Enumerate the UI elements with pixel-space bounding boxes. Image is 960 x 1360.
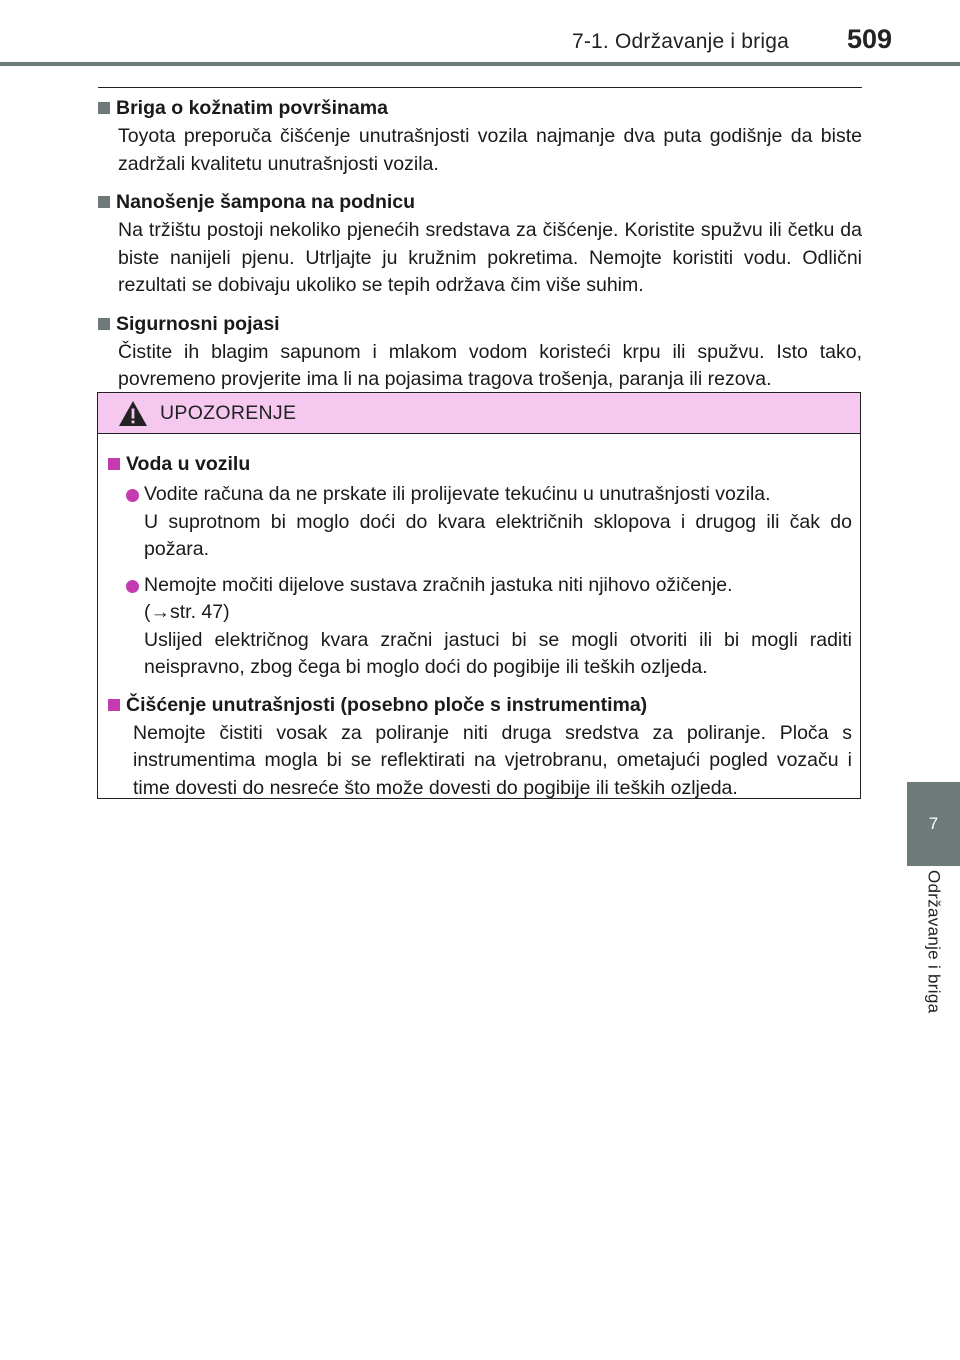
warning-subheading — [108, 690, 852, 720]
section-body: Toyota preporuča čišćenje unutrašnjosti vozila najmanje dva puta godišnje da biste zadržali kvalitetu unutrašnjosti vozila. — [118, 125, 862, 175]
section-heading-text: Sigurnosni pojasi — [116, 312, 280, 335]
page-reference-link[interactable]: (→str. 47) — [144, 601, 230, 623]
chapter-number: 7 — [928, 814, 939, 833]
warning-header — [98, 393, 860, 434]
square-bullet-icon — [98, 318, 110, 330]
square-bullet-icon — [108, 458, 120, 470]
section-heading — [98, 93, 862, 123]
section-heading — [98, 187, 862, 217]
bullet-line: U suprotnom bi moglo doći do kvara električnih sklopova i drugog ili čak do požara. — [144, 510, 852, 560]
bullet-line: Vodite računa da ne prskate ili prolijevate tekućinu u unutrašnjosti vozila. — [144, 483, 771, 505]
warning-bullet — [126, 481, 852, 564]
warning-body — [98, 434, 860, 802]
section-seatbelts — [98, 309, 862, 394]
circle-bullet-icon — [126, 489, 139, 502]
section-leather — [98, 93, 862, 178]
section-shampoo — [98, 187, 862, 300]
chapter-side-label — [907, 870, 960, 1060]
square-bullet-icon — [98, 196, 110, 208]
square-bullet-icon — [98, 102, 110, 114]
section-heading-text: Briga o kožnatim površinama — [116, 97, 388, 119]
warning-bullet — [126, 572, 852, 682]
warning-subheading-text: Čišćenje unutrašnjosti (posebno ploče s instrumentima) — [126, 693, 648, 716]
content-top-rule — [98, 87, 862, 88]
warning-bullet-text — [144, 481, 852, 564]
warning-title: UPOZORENJE — [160, 401, 297, 424]
section-heading — [98, 309, 862, 339]
chapter-tab[interactable] — [907, 782, 960, 866]
square-bullet-icon — [108, 699, 120, 711]
bullet-line: Uslijed električnog kvara zračni jastuci bi se mogli otvoriti ili bi mogli raditi neispravno, zbog čega bi moglo doći do pogibije ili teških ozljeda. — [144, 628, 852, 678]
circle-bullet-icon — [126, 580, 139, 593]
warning-paragraph: Nemojte čistiti vosak za poliranje niti druga sredstva za poliranje. Ploča s instrumentima mogla bi se reflektirati na vjetrobranu, ometajući pogled vozaču i time dovesti do nesreće što može dovesti do pogibije ili teških ozljeda. — [133, 721, 852, 799]
chapter-label: Održavanje i briga — [924, 870, 944, 1014]
warning-subheading — [108, 449, 852, 479]
page-number: 509 — [846, 24, 892, 54]
warning-triangle-icon — [118, 400, 148, 427]
section-body: Na tržištu postoji nekoliko pjenećih sredstava za čišćenje. Koristite spužvu ili četku da biste nanijeli pjenu. Utrljajte ju kružnim pokretima. Nemojte koristiti vodu. Odlični rezultati se dobivaju ukoliko se tepih održava čim više suhim. — [118, 219, 862, 296]
main-content — [98, 93, 862, 403]
warning-subheading-text: Voda u vozilu — [126, 453, 251, 475]
header-rule — [0, 62, 960, 66]
warning-box — [97, 392, 861, 799]
header-title: 7-1. Održavanje i briga — [571, 30, 789, 53]
section-body: Čistite ih blagim sapunom i mlakom vodom koristeći krpu ili spužvu. Isto tako, povremeno provjerite ima li na pojasima tragova trošenja, paranja ili rezova. — [118, 340, 862, 390]
section-heading-text: Nanošenje šampona na podnicu — [116, 191, 416, 213]
page-header — [0, 0, 960, 70]
warning-bullet-text — [144, 572, 852, 682]
bullet-line: Nemojte močiti dijelove sustava zračnih jastuka niti njihovo ožičenje. — [144, 573, 733, 596]
